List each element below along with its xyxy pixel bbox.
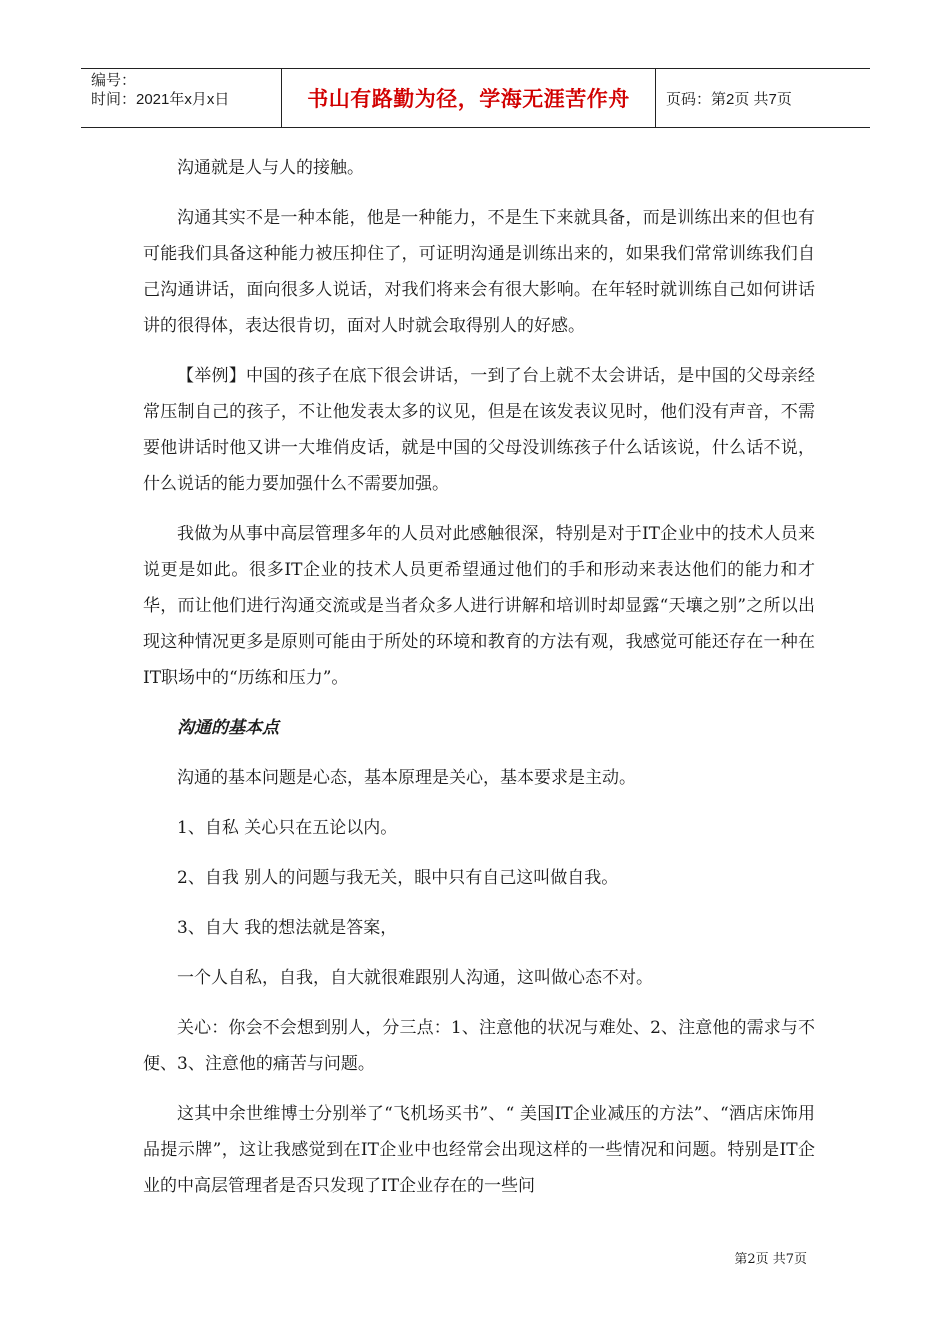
- list-item: 2、自我 别人的问题与我无关，眼中只有自己这叫做自我。: [177, 868, 619, 888]
- paragraph: 沟通其实不是一种本能，他是一种能力，不是生下来就具备，而是训练出来的但也有可能我们具备这种能力被压抑住了，可证明沟通是训练出来的，如果我们常常训练我们自己沟通讲话，面向很多人说话，对我们将来会有很大影响。在年轻时就训练自己如何讲话讲的很得体，表达很肯切，面对人时就会取得别人的好感。: [143, 208, 815, 336]
- list-item: 1、自私 关心只在五论以内。: [177, 818, 398, 838]
- paragraph: 这其中余世维博士分别举了“飞机场买书”、“ 美国IT企业减压的方法”、“酒店床饰用品提示牌”，这让我感觉到在IT企业中也经常会出现这样的一些情况和问题。特别是IT企业的中高层管理者是否只发现了IT企业存在的一些问: [143, 1104, 815, 1196]
- paragraph: 沟通就是人与人的接触。: [177, 158, 364, 178]
- document-date-label: 时间：2021年x月x日: [91, 91, 230, 108]
- list-item: 3、自大 我的想法就是答案，: [177, 918, 398, 938]
- header-page-cell: [656, 69, 870, 127]
- paragraph: 一个人自私，自我，自大就很难跟别人沟通，这叫做心态不对。: [177, 968, 653, 988]
- section-heading: 沟通的基本点: [177, 718, 279, 738]
- page-header: [81, 68, 870, 128]
- page-footer: 第2页 共7页: [734, 1252, 807, 1267]
- document-number-label: 编号：: [91, 72, 137, 89]
- header-motto: 书山有路勤为径，学海无涯苦作舟: [307, 87, 630, 111]
- paragraph: 关心：你会不会想到别人，分三点：1、注意他的状况与难处、2、注意他的需求与不便、3、注意他的痛苦与问题。: [143, 1018, 815, 1074]
- paragraph: 【举例】中国的孩子在底下很会讲话，一到了台上就不太会讲话，是中国的父母亲经常压制自己的孩子，不让他发表太多的议见，但是在该发表议见时，他们没有声音，不需要他讲话时他又讲一大堆俏皮话，就是中国的父母没训练孩子什么话该说，什么话不说，什么说话的能力要加强什么不需要加强。: [143, 366, 815, 494]
- header-motto-cell: [282, 69, 656, 127]
- header-meta: [81, 69, 282, 127]
- paragraph: 我做为从事中高层管理多年的人员对此感触很深，特别是对于IT企业中的技术人员来说更是如此。很多IT企业的技术人员更希望通过他们的手和形动来表达他们的能力和才华，而让他们进行沟通交流或是当者众多人进行讲解和培训时却显露“天壤之别”之所以出现这种情况更多是原则可能由于所处的环境和教育的方法有观，我感觉可能还存在一种在IT职场中的“历练和压力”。: [143, 524, 815, 688]
- paragraph: 沟通的基本问题是心态，基本原理是关心，基本要求是主动。: [177, 768, 636, 788]
- header-page-number: 页码：第2页 共7页: [666, 90, 792, 108]
- document-body: [143, 150, 815, 1218]
